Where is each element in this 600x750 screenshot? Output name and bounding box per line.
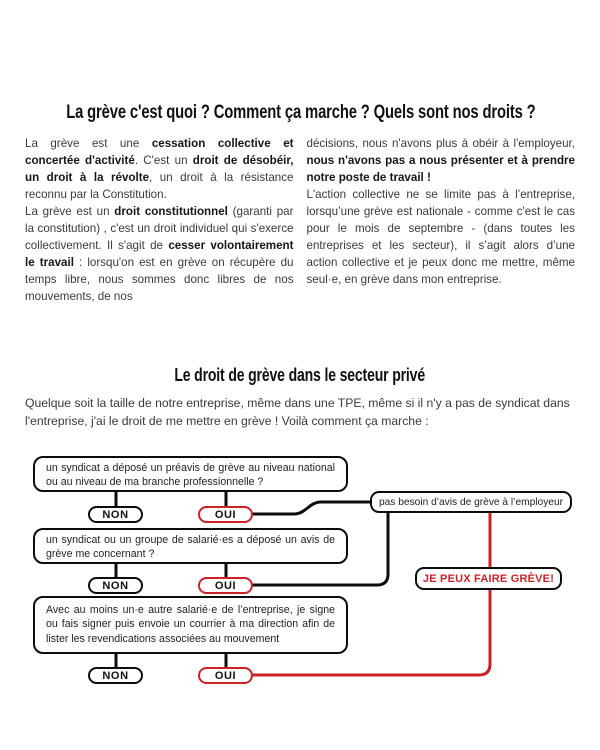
intro-paragraph: Quelque soit la taille de notre entreprise, même dans une TPE, même si il n'y a pas de syndicat dans l'entreprise, j'ai le droit de me mettre en grève ! Voilà comment ça marche : <box>25 396 570 428</box>
section-title <box>0 365 600 386</box>
question-box-1: un syndicat a déposé un préavis de grève au niveau national ou au niveau de ma branche professionnelle ? <box>33 456 348 492</box>
column-right <box>307 135 576 325</box>
page-title-text: La grève c'est quoi ? Comment ça marche ? Quels sont nos droits ? <box>66 102 536 123</box>
section-title-text: Le droit de grève dans le secteur privé <box>174 365 426 385</box>
note-box: pas besoin d’avis de grève à l’employeur <box>370 491 572 513</box>
strike-flowchart <box>0 448 600 704</box>
non-pill-3: NON <box>88 667 143 684</box>
oui-pill-1: OUI <box>198 506 253 523</box>
question-box-3: Avec au moins un·e autre salarié·e de l’entreprise, je signe ou fais signer puis envoie un courrier à ma direction afin de lister les revendications associées au mouvement <box>33 596 348 654</box>
non-pill-1: NON <box>88 506 143 523</box>
oui-pill-3: OUI <box>198 667 253 684</box>
question-box-2: un syndicat ou un groupe de salarié·es a déposé un avis de grève me concernant ? <box>33 528 348 564</box>
page-title <box>0 0 600 124</box>
paragraph: décisions, nous n'avons plus à obéir à l'employeur, nous n'avons pas a nous présenter et à prendre notre poste de travail ! <box>306 137 575 184</box>
non-pill-2: NON <box>88 577 143 594</box>
connector-oui1-note <box>252 502 372 514</box>
paragraph: La grève est un droit constitutionnel (garanti par la constitution) , c'est un droit individuel qui s'exerce collectivement. Il s'agit de cesser volontairement le travail : lorsqu'on est en grève on récupère du temps libre, nous sommes donc libres de nos mouvements, de nos <box>25 205 294 303</box>
oui-pill-2: OUI <box>198 577 253 594</box>
result-box: JE PEUX FAIRE GRÈVE! <box>415 567 562 590</box>
column-left <box>25 135 294 325</box>
intro-columns <box>0 135 600 325</box>
paragraph: L'action collective ne se limite pas à l’entreprise, lorsqu’une grève est nationale - comme c'est le cas pour le mois de septembre - (dans toutes les entreprises et les secteur), il s’agit alors d’une action collective et je peux donc me mettre, même seul·e, en grève dans mon entreprise. <box>306 188 575 286</box>
paragraph: La grève est une cessation collective et concertée d'activité. C'est un droit de désobéir, un droit à la révolte, un droit à la résistance reconnu par la Constitution. <box>25 137 294 201</box>
